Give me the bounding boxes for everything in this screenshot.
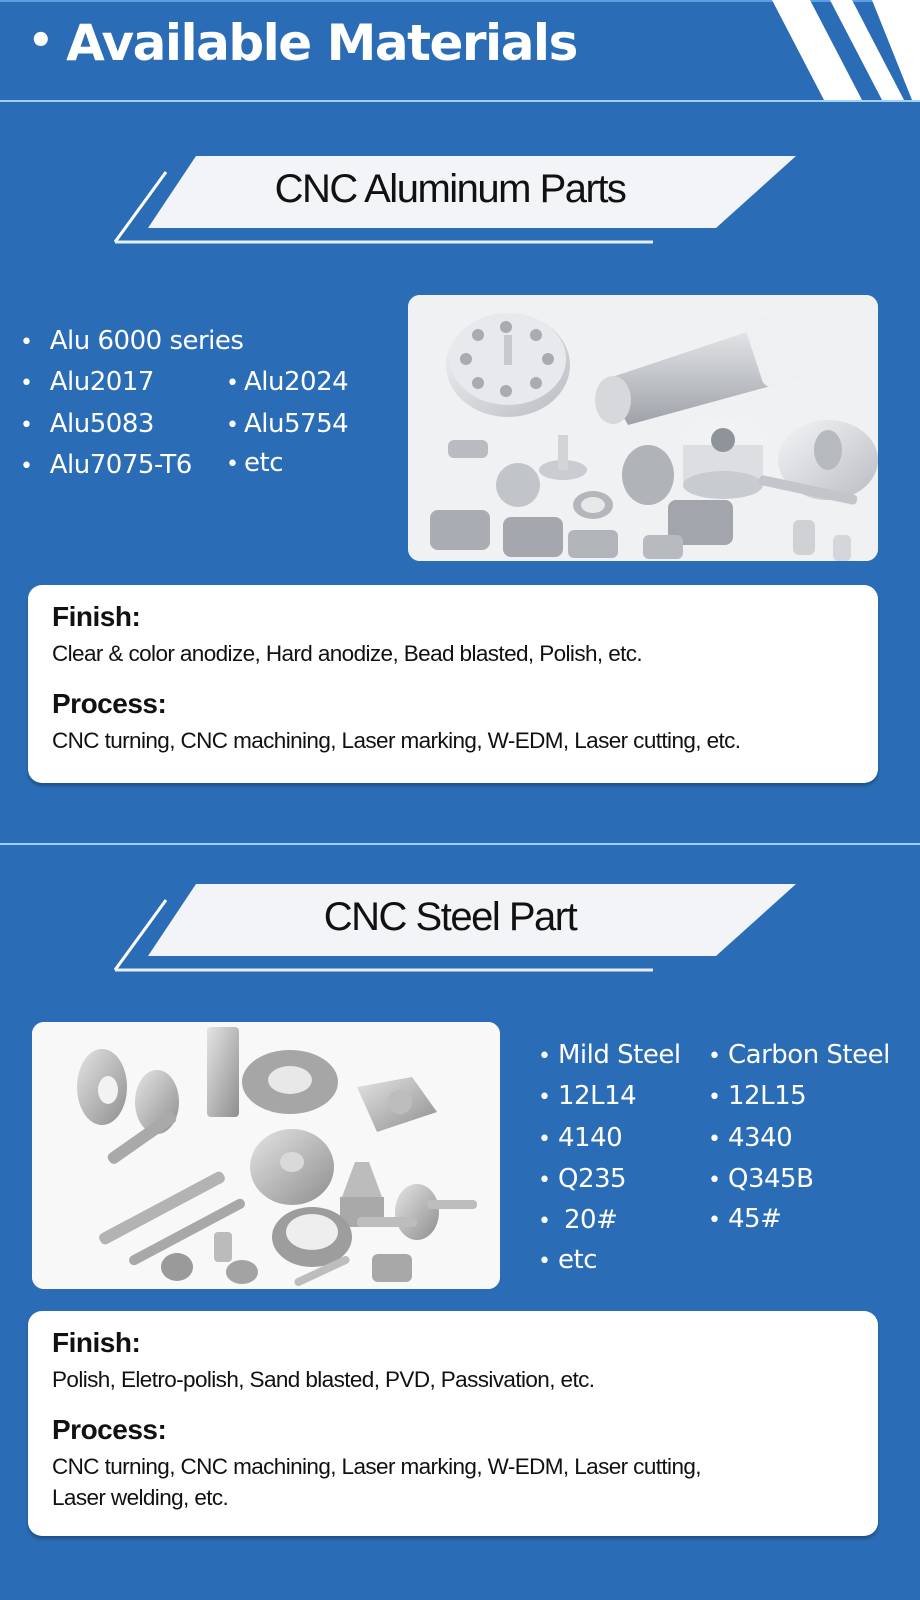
process-text: CNC turning, CNC machining, Laser marking, W-EDM, Laser cutting, etc. — [52, 728, 741, 753]
aluminum-parts-image — [408, 295, 878, 561]
material-item: • Alu7075-T6 — [20, 450, 192, 480]
material-item: • Alu5083 — [20, 409, 154, 439]
material-item: • Mild Steel — [538, 1040, 681, 1070]
material-item: • Q345B — [708, 1164, 814, 1194]
material-item: • Q235 — [538, 1164, 627, 1194]
material-item: • 12L15 — [708, 1081, 807, 1111]
section-divider — [0, 843, 920, 845]
section-banner-aluminum — [110, 150, 810, 260]
section-title-steel: CNC Steel Part — [323, 895, 577, 939]
material-item: • etc — [226, 448, 283, 478]
aluminum-info-card — [28, 585, 878, 783]
finish-text: Clear & color anodize, Hard anodize, Bead blasted, Polish, etc. — [52, 641, 643, 666]
process-label: Process: — [52, 688, 167, 719]
material-item: • etc — [538, 1245, 597, 1275]
page-header — [0, 0, 920, 100]
material-item: • 12L14 — [538, 1081, 637, 1111]
page-title-text: Available Materials — [66, 14, 577, 72]
process-text-line1: CNC turning, CNC machining, Laser marking, W-EDM, Laser cutting, — [52, 1454, 701, 1479]
page-title — [28, 14, 577, 72]
material-item: • 20# — [538, 1205, 618, 1235]
section-banner-steel — [110, 878, 810, 988]
material-item: • Alu5754 — [226, 409, 349, 439]
material-item: • Alu2024 — [226, 367, 349, 397]
aluminum-parts-illustration — [408, 295, 878, 561]
material-item: • 4140 — [538, 1123, 623, 1153]
material-item: • Carbon Steel — [708, 1040, 890, 1070]
finish-text: Polish, Eletro-polish, Sand blasted, PVD, Passivation, etc. — [52, 1367, 595, 1392]
steel-info-card — [28, 1311, 878, 1536]
material-item: • Alu 6000 series — [20, 326, 244, 356]
process-text-line2: Laser welding, etc. — [52, 1485, 229, 1510]
material-item: • 45# — [708, 1204, 782, 1234]
section-title-aluminum: CNC Aluminum Parts — [274, 167, 626, 211]
decorative-stripes-icon — [740, 0, 920, 100]
material-item: • 4340 — [708, 1123, 793, 1153]
finish-label: Finish: — [52, 601, 141, 632]
header-divider — [0, 100, 920, 102]
title-bullet: • — [28, 18, 53, 64]
steel-parts-illustration — [32, 1022, 500, 1289]
material-item: • Alu2017 — [20, 367, 154, 397]
process-label: Process: — [52, 1414, 167, 1445]
finish-label: Finish: — [52, 1327, 141, 1358]
steel-parts-image — [32, 1022, 500, 1289]
